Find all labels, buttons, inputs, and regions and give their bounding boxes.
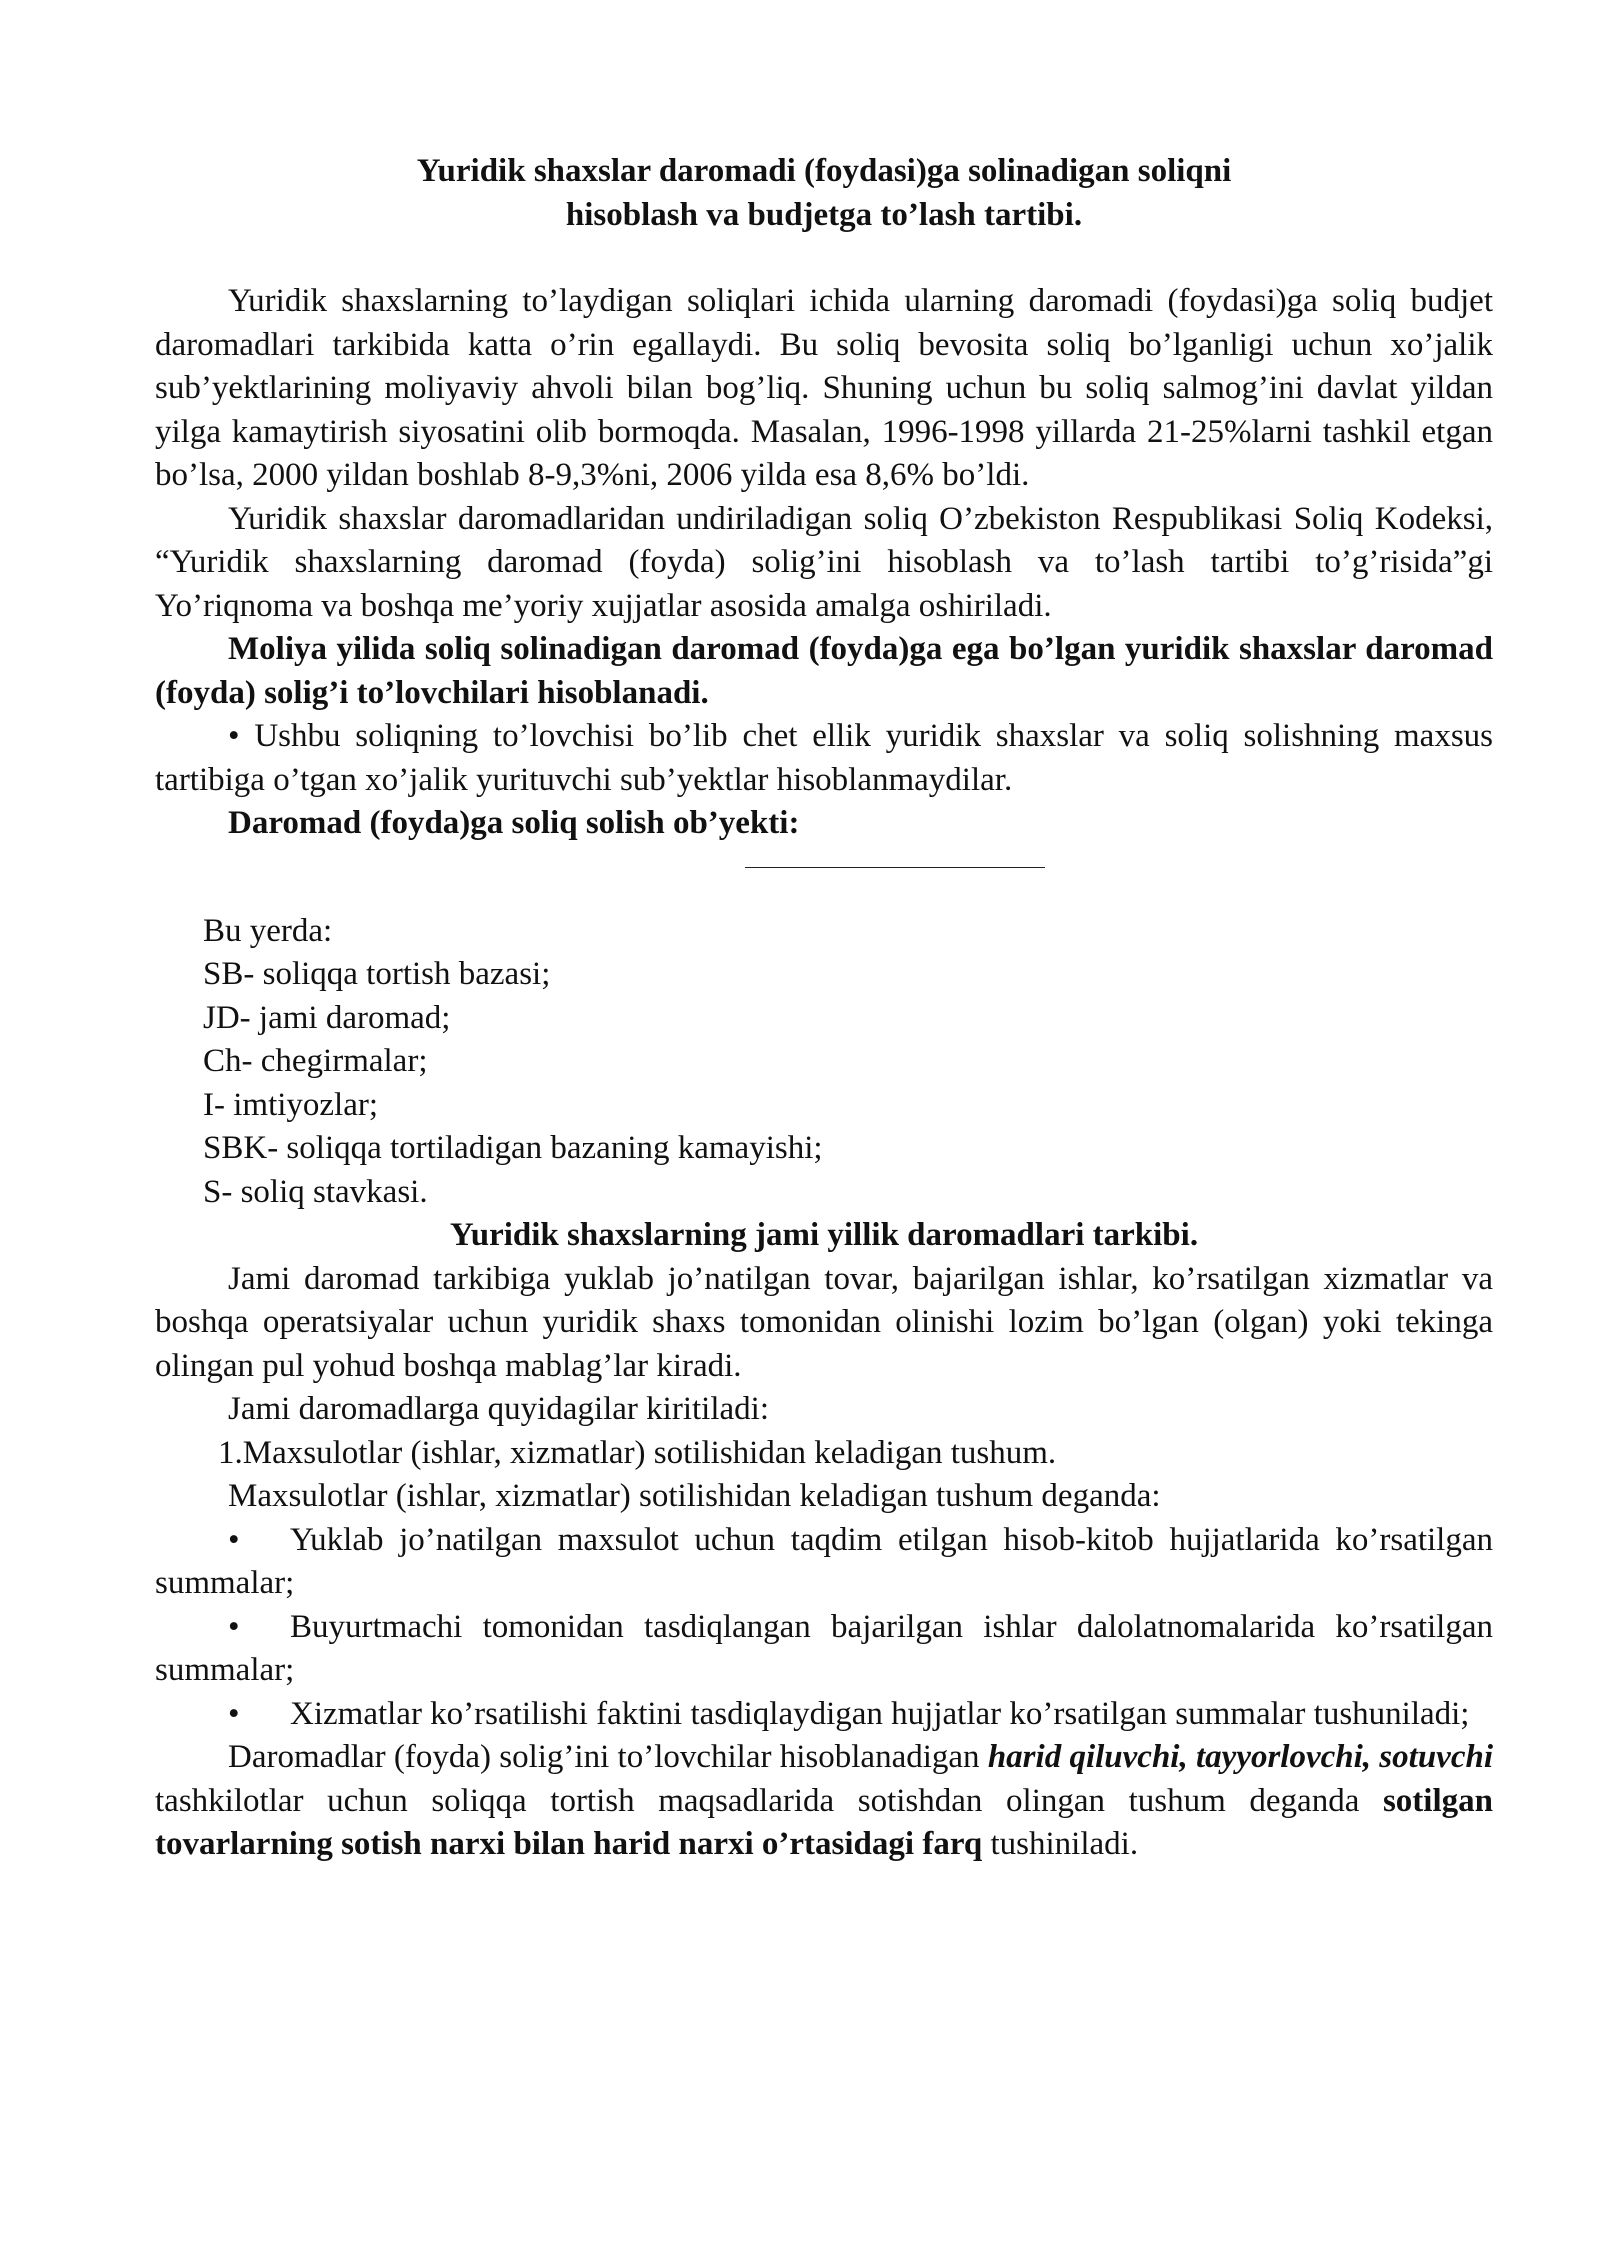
bullet-text: Xizmatlar ko’rsatilishi faktini tasdiqlaydigan hujjatlar ko’rsatilgan summalar tushuniladi; <box>290 1695 1470 1732</box>
trade-text-end: tushiniladi. <box>982 1826 1139 1862</box>
legend-item: SB- soliqqa tortish bazasi; <box>203 956 551 992</box>
trade-revenue-paragraph <box>155 1736 1493 1867</box>
intro-paragraph: Yuridik shaxslarning to’laydigan soliqlari ichida ularning daromadi (foydasi)ga soliq budjet daromadlari tarkibida katta o’rin egallaydi. Bu soliq bevosita soliq bo’lganligi uchun xo’jalik sub’yektlarining moliyaviy ahvoli bilan bog’liq. Shuning uchun bu soliq salmog’ini davlat yildan yilga kamaytirish siyosatini olib bormoqda. Masalan, 1996-1998 yillarda 21-25%larni tashkil etgan bo’lsa, 2000 yildan boshlab 8-9,3%ni, 2006 yilda esa 8,6% bo’ldi. <box>155 283 1493 493</box>
tax-object-heading: Daromad (foyda)ga soliq solish ob’yekti: <box>228 805 800 841</box>
total-income-paragraph: Jami daromad tarkibiga yuklab jo’natilgan tovar, bajarilgan ishlar, ko’rsatilgan xizmatlar va boshqa operatsiyalar uchun yuridik shaxs tomonidan olinishi lozim bo’lgan (olgan) yoki tekinga olingan pul yohud boshqa mablag’lar kiradi. <box>155 1260 1493 1384</box>
bullet-icon: • <box>228 718 240 754</box>
trade-emphasis: harid qiluvchi, tayyorlovchi, sotuvchi <box>987 1739 1493 1775</box>
bullet-icon: • <box>228 1695 240 1732</box>
section-heading: Yuridik shaxslarning jami yillik daromadlari tarkibi. <box>449 1217 1199 1253</box>
bullet-text: Yuklab jo’natilgan maxsulot uchun taqdim etilgan hisob-kitob hujjatlarida ko’rsatilgan summalar; <box>155 1521 1493 1601</box>
formula-fraction-line <box>745 867 1045 868</box>
numbered-item-1: 1.Maxsulotlar (ishlar, xizmatlar) sotilishidan keladigan tushum. <box>218 1434 1057 1471</box>
bullet-item <box>155 1606 1493 1693</box>
bullet-item <box>155 1693 1493 1737</box>
trade-text-mid: tashkilotlar uchun soliqqa tortish maqsadlarida sotishdan olingan tushum deganda <box>155 1782 1383 1819</box>
legend-item: SBK- soliqqa tortiladigan bazaning kamayishi; <box>203 1130 823 1166</box>
income-includes-paragraph: Jami daromadlarga quyidagilar kiritiladi: <box>228 1391 769 1427</box>
bullet-icon: • <box>228 1608 240 1645</box>
bullet-item <box>155 1519 1493 1606</box>
title-line-2: hisoblash va budjetga to’lash tartibi. <box>565 196 1083 233</box>
title-line-1: Yuridik shaxslar daromadi (foydasi)ga solinadigan soliqni <box>416 153 1232 189</box>
exemption-text: Ushbu soliqning to’lovchisi bo’lib chet ellik yuridik shaxslar va soliq solishning maxsus tartibiga o’tgan xo’jalik yurituvchi sub’yektlar hisoblanmaydilar. <box>155 718 1493 798</box>
document-page <box>155 150 1493 1867</box>
legal-basis-paragraph: Yuridik shaxslar daromadlaridan undiriladigan soliq O’zbekiston Respublikasi Soliq Kodeksi, “Yuridik shaxslarning daromad (foyda) solig’ini hisoblash va to’lash tartibi to’g’risida”gi Yo’riqnoma va boshqa me’yoriy xujjatlar asosida amalga oshiriladi. <box>155 500 1493 624</box>
legend-intro: Bu yerda: <box>203 912 333 949</box>
document-title <box>155 150 1493 237</box>
trade-bold: sotilgan tovarlarning sotish narxi bilan harid narxi o’rtasidagi farq <box>155 1782 1493 1862</box>
trade-text-start: Daromadlar (foyda) solig’ini to’lovchilar hisoblanadigan <box>228 1739 988 1775</box>
legend-item: I- imtiyozlar; <box>203 1086 379 1123</box>
title-spacer <box>155 237 1493 280</box>
bullet-icon: • <box>228 1521 240 1558</box>
formula-legend <box>155 910 1493 1215</box>
bullet-text: Buyurtmachi tomonidan tasdiqlangan bajarilgan ishlar dalolatnomalarida ko’rsatilgan summalar; <box>155 1608 1493 1688</box>
exemption-paragraph <box>155 715 1493 802</box>
revenue-definition-paragraph: Maxsulotlar (ishlar, xizmatlar) sotilishidan keladigan tushum deganda: <box>228 1478 1161 1514</box>
taxpayers-paragraph: Moliya yilida soliq solinadigan daromad (foyda)ga ega bo’lgan yuridik shaxslar daromad (foyda) solig’i to’lovchilari hisoblanadi. <box>155 631 1493 711</box>
legend-item: S- soliq stavkasi. <box>203 1173 428 1210</box>
legend-item: JD- jami daromad; <box>203 999 451 1036</box>
legend-item: Ch- chegirmalar; <box>203 1043 428 1079</box>
